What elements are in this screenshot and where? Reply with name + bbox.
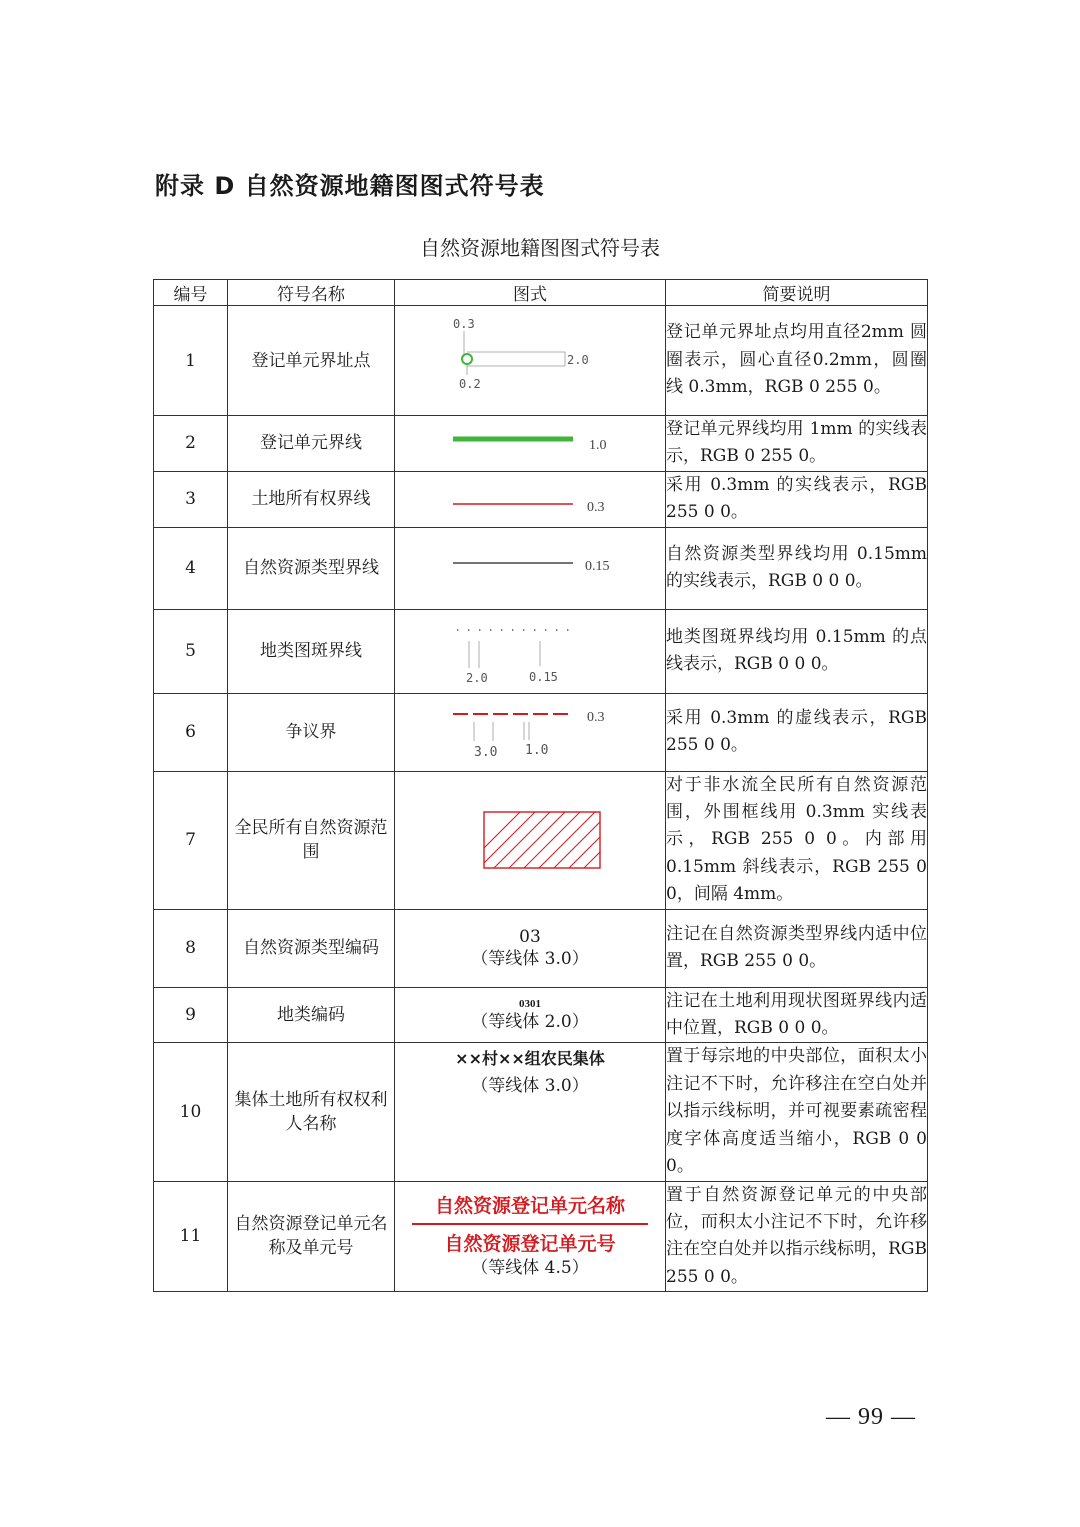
dim-label: 1.0 <box>525 743 549 759</box>
table-header-row <box>154 280 928 306</box>
dim-label: 0.3 <box>587 500 605 516</box>
row-number: 9 <box>154 987 228 1043</box>
row-description: 注记在土地利用现状图斑界线内适中位置，RGB 0 0 0。 <box>666 987 928 1043</box>
row-number: 4 <box>154 527 228 609</box>
font-note: （等线体 4.5） <box>471 1258 589 1279</box>
dim-label: 0.2 <box>459 376 481 391</box>
resource-type-line-symbol <box>395 527 666 609</box>
row-description: 对于非水流全民所有自然资源范围，外围框线用 0.3mm 实线表示，RGB 255 0 0。内部用 0.15mm 斜线表示，RGB 255 0 0，间隔 4mm。 <box>666 771 928 909</box>
dim-label: 2.0 <box>567 352 589 367</box>
header-description: 简要说明 <box>666 280 928 306</box>
table-row <box>154 527 928 609</box>
collective-owner-name-sample <box>395 1043 666 1181</box>
row-symbol-name: 争议界 <box>228 693 395 771</box>
table-row <box>154 771 928 909</box>
table-row <box>154 306 928 416</box>
header-figure: 图式 <box>395 280 666 306</box>
table-row <box>154 909 928 987</box>
row-symbol-name: 自然资源类型编码 <box>228 909 395 987</box>
row-number: 1 <box>154 306 228 416</box>
dim-label: 2.0 <box>466 671 488 686</box>
dim-label: 3.0 <box>474 745 498 761</box>
dim-label: 0.3 <box>587 710 605 726</box>
dim-label: 1.0 <box>589 438 607 454</box>
code-text: 03 <box>519 927 541 948</box>
code-text: 0301 <box>519 998 541 1011</box>
row-number: 10 <box>154 1043 228 1181</box>
row-description: 登记单元界址点均用直径2mm 圆圈表示，圆心直径0.2mm，圆圈线 0.3mm，RGB 0 255 0。 <box>666 306 928 416</box>
dim-label: 0.15 <box>585 559 610 575</box>
symbol-table <box>153 279 928 1292</box>
row-number: 2 <box>154 416 228 472</box>
state-resource-area-symbol <box>395 771 666 909</box>
row-symbol-name: 登记单元界线 <box>228 416 395 472</box>
dim-label: 0.15 <box>529 670 558 685</box>
table-row <box>154 987 928 1043</box>
header-symbol-name: 符号名称 <box>228 280 395 306</box>
row-description: 自然资源类型界线均用 0.15mm 的实线表示，RGB 0 0 0。 <box>666 527 928 609</box>
row-number: 11 <box>154 1181 228 1292</box>
row-description: 采用 0.3mm 的虚线表示，RGB 255 0 0。 <box>666 693 928 771</box>
table-row <box>154 693 928 771</box>
row-description: 注记在自然资源类型界线内适中位置，RGB 255 0 0。 <box>666 909 928 987</box>
boundary-point-symbol <box>395 306 666 416</box>
row-symbol-name: 自然资源登记单元名称及单元号 <box>228 1181 395 1292</box>
table-row <box>154 609 928 693</box>
land-class-code-sample <box>395 987 666 1043</box>
row-symbol-name: 自然资源类型界线 <box>228 527 395 609</box>
dispute-dashed-line-symbol <box>395 693 666 771</box>
dim-label: 0.3 <box>453 316 475 331</box>
row-symbol-name: 登记单元界址点 <box>228 306 395 416</box>
row-symbol-name: 土地所有权界线 <box>228 471 395 527</box>
green-circle-mark <box>462 354 472 364</box>
table-row <box>154 471 928 527</box>
row-symbol-name: 全民所有自然资源范围 <box>228 771 395 909</box>
row-symbol-name: 地类图斑界线 <box>228 609 395 693</box>
row-symbol-name: 集体土地所有权权利人名称 <box>228 1043 395 1181</box>
table-row <box>154 1181 928 1292</box>
font-note: （等线体 3.0） <box>471 1076 589 1097</box>
row-number: 7 <box>154 771 228 909</box>
font-note: （等线体 3.0） <box>471 949 589 970</box>
unit-number-text: 自然资源登记单元号 <box>444 1233 616 1256</box>
row-number: 6 <box>154 693 228 771</box>
ownership-boundary-line-symbol <box>395 471 666 527</box>
row-number: 5 <box>154 609 228 693</box>
resource-type-code-sample <box>395 909 666 987</box>
row-description: 置于每宗地的中央部位，面积太小注记不下时，允许移注在空白处并以指示线标明，并可视要素疏密程度字体高度适当缩小，RGB 0 0 0。 <box>666 1043 928 1181</box>
row-description: 置于自然资源登记单元的中央部位，而积太小注记不下时，允许移注在空白处并以指示线标明，RGB 255 0 0。 <box>666 1181 928 1292</box>
row-number: 8 <box>154 909 228 987</box>
row-number: 3 <box>154 471 228 527</box>
row-description: 登记单元界线均用 1mm 的实线表示，RGB 0 255 0。 <box>666 416 928 472</box>
unit-boundary-line-symbol <box>395 416 666 472</box>
row-description: 采用 0.3mm 的实线表示，RGB 255 0 0。 <box>666 471 928 527</box>
row-description: 地类图斑界线均用 0.15mm 的点线表示，RGB 0 0 0。 <box>666 609 928 693</box>
registration-unit-label-sample <box>395 1181 666 1292</box>
page-number: — 99 — <box>826 1404 916 1430</box>
red-divider <box>412 1223 648 1225</box>
appendix-heading: 附录 D 自然资源地籍图图式符号表 <box>155 172 545 200</box>
header-number: 编号 <box>154 280 228 306</box>
table-row <box>154 416 928 472</box>
unit-name-text: 自然资源登记单元名称 <box>434 1195 625 1218</box>
font-note: （等线体 2.0） <box>471 1012 589 1033</box>
row-symbol-name: 地类编码 <box>228 987 395 1043</box>
table-caption: 自然资源地籍图图式符号表 <box>420 236 660 260</box>
parcel-dotted-line-symbol <box>395 609 666 693</box>
owner-text: ××村××组农民集体 <box>455 1049 605 1069</box>
table-row <box>154 1043 928 1181</box>
